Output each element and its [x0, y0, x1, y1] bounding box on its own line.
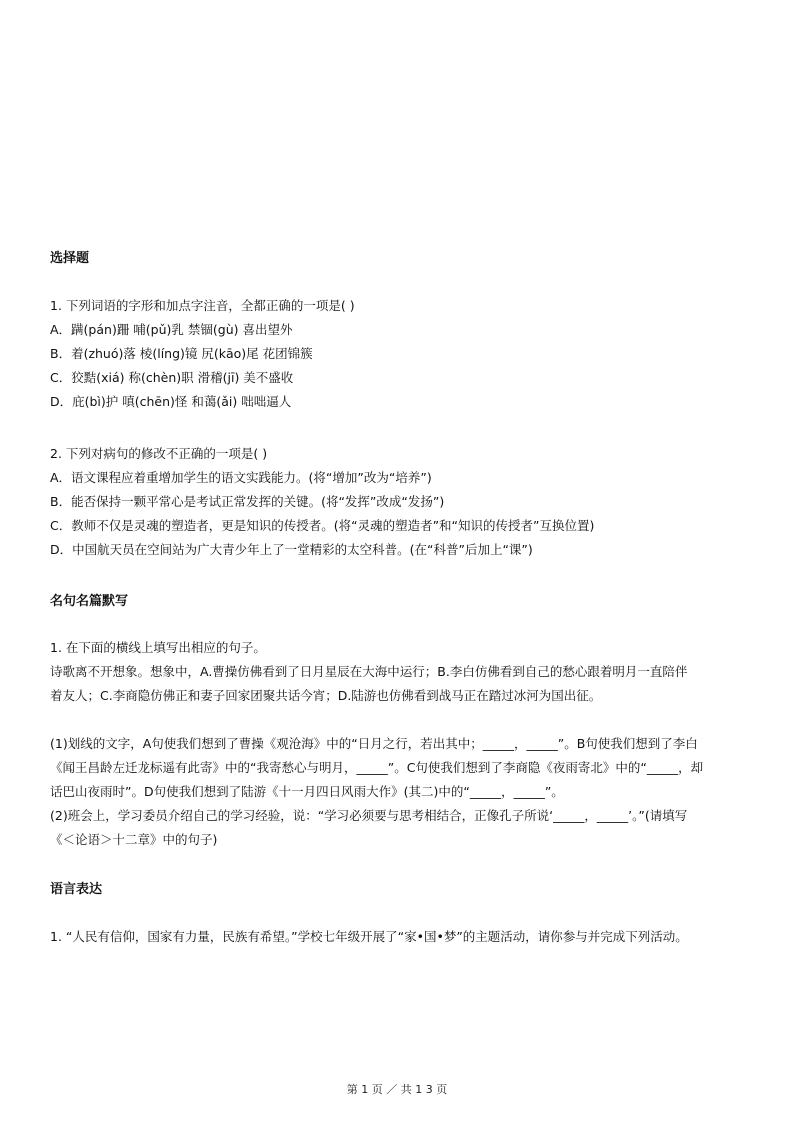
question-stem: 1. 下列词语的字形和加点字注音，全都正确的一项是( )	[50, 298, 355, 313]
question-stem: 1. 在下面的横线上填写出相应的句子。	[50, 640, 266, 655]
question-stem: 1. “人民有信仰，国家有力量，民族有希望。”学校七年级开展了“家•国•梦”的主题活动，请你参与并完成下列活动。	[50, 929, 688, 944]
subquestion-line: (1)划线的文字，A句使我们想到了曹操《观沧海》中的“日月之行，若出其中；_____，_____”。B句使我们想到了李白	[50, 736, 698, 751]
option-b: B．能否保持一颗平常心是考试正常发挥的关键。(将“发挥”改成“发扬”)	[50, 494, 445, 509]
section-title-recite: 名句名篇默写	[50, 594, 129, 609]
section-title-expression: 语言表达	[50, 882, 103, 897]
option-a: A．蹒(pán)跚 哺(pǔ)乳 禁锢(gù) 喜出望外	[50, 322, 293, 337]
option-c: C．狡黠(xiá) 称(chèn)职 滑稽(jī) 美不盛收	[50, 370, 294, 385]
subquestion-line: (2)班会上，学习委员介绍自己的学习经验，说：“学习必须要与思考相结合，正像孔子所说‘_____，_____’。”(请填写	[50, 808, 688, 823]
question-intro-line: 诗歌离不开想象。想象中，A.曹操仿佛看到了日月星辰在大海中运行；B.李白仿佛看到自己的愁心跟着明月一直陪伴	[50, 664, 688, 679]
section-title-choice: 选择题	[50, 251, 90, 266]
option-d: D．中国航天员在空间站为广大青少年上了一堂精彩的太空科普。(在“科普”后加上“课”)	[50, 542, 533, 557]
subquestion-line: 话巴山夜雨时”。D句使我们想到了陆游《十一月四日风雨大作》(其二)中的“_____，_____”。	[50, 784, 564, 799]
option-a: A．语文课程应着重增加学生的语文实践能力。(将“增加”改为“培养”)	[50, 470, 432, 485]
subquestion-line: 《闻王昌龄左迁龙标遥有此寄》中的“我寄愁心与明月，_____”。C句使我们想到了李商隐《夜雨寄北》中的“_____，却	[50, 760, 704, 775]
page-footer: 第 1 页 ／ 共 1 3 页	[346, 1083, 448, 1096]
option-b: B．着(zhuó)落 棱(líng)镜 尻(kāo)尾 花团锦簇	[50, 346, 313, 361]
option-d: D．庇(bì)护 嗔(chēn)怪 和蔼(ǎi) 咄咄逼人	[50, 394, 292, 409]
question-intro-line: 着友人；C.李商隐仿佛正和妻子回家团聚共话今宵；D.陆游也仿佛看到战马正在踏过冰河为国出征。	[50, 688, 602, 703]
question-stem: 2. 下列对病句的修改不正确的一项是( )	[50, 446, 268, 461]
option-c: C．教师不仅是灵魂的塑造者，更是知识的传授者。(将“灵魂的塑造者”和“知识的传授者”互换位置)	[50, 518, 595, 533]
subquestion-line: 《＜论语＞十二章》中的句子)	[50, 832, 218, 847]
